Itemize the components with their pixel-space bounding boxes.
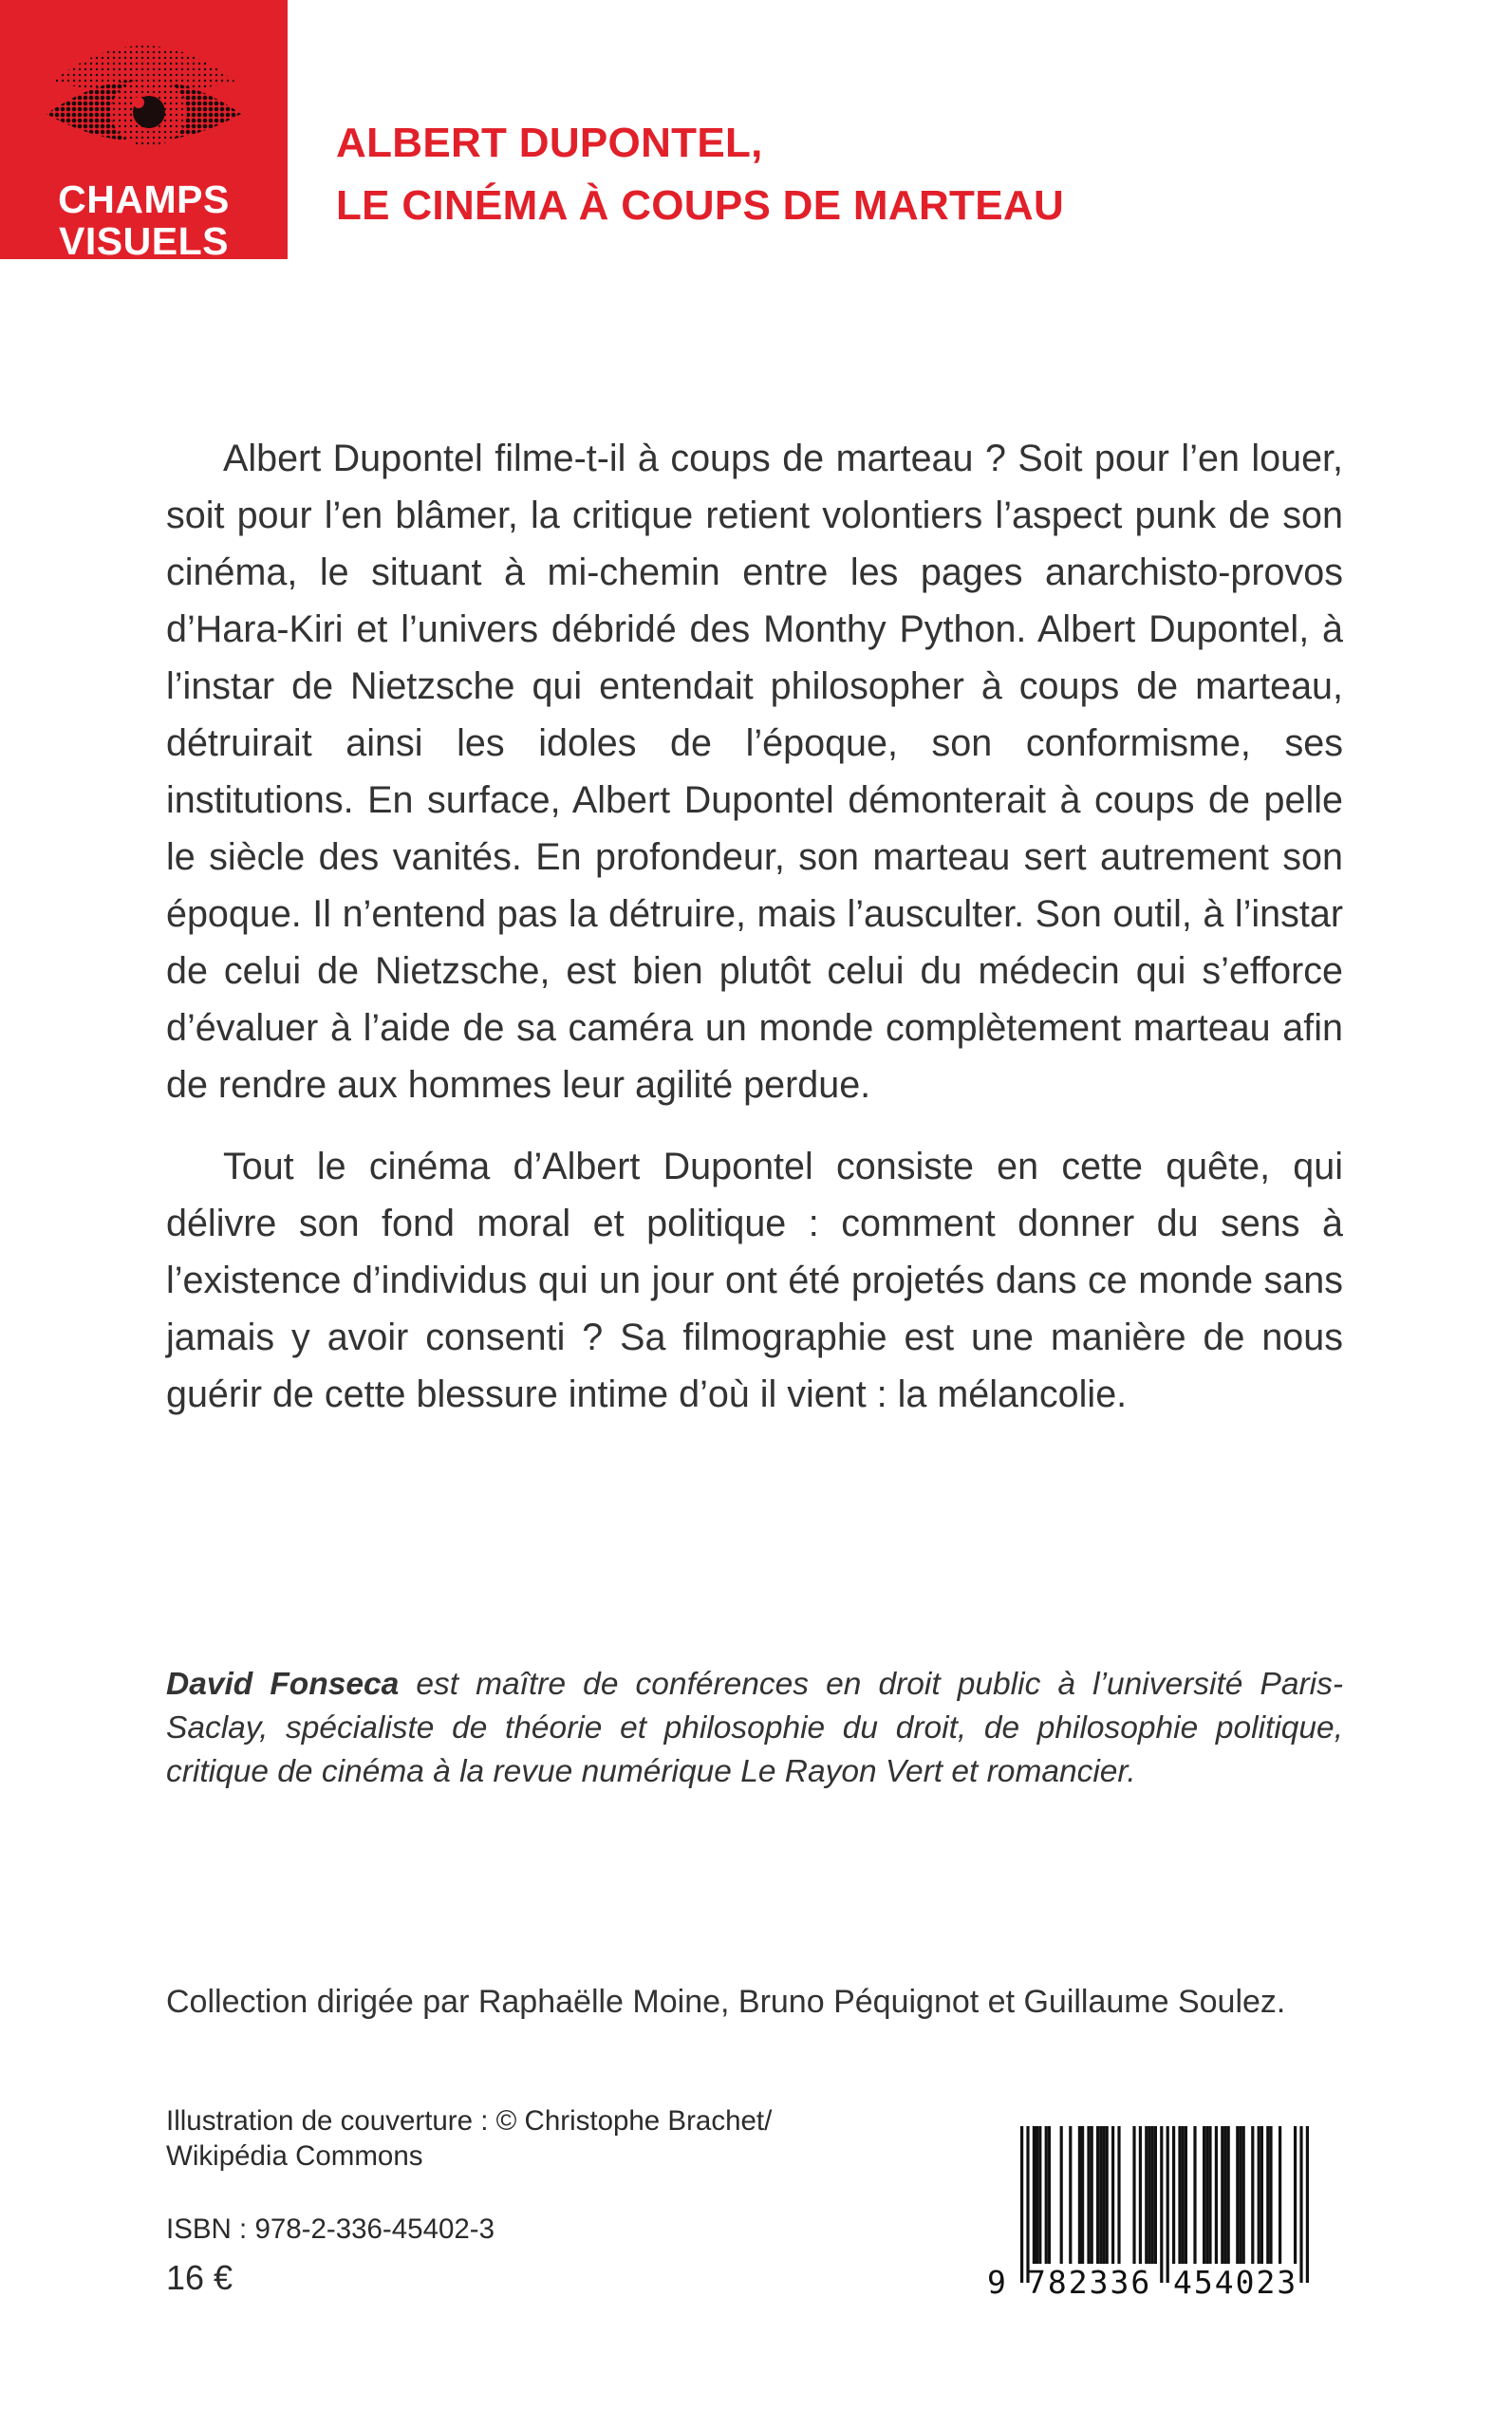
barcode-bar bbox=[1151, 2126, 1154, 2264]
barcode-bar bbox=[1069, 2126, 1072, 2264]
barcode-bar bbox=[1205, 2126, 1208, 2264]
barcode-bar bbox=[1227, 2126, 1230, 2264]
collection-directors: Collection dirigée par Raphaëlle Moine, Bruno Péquignot et Guillaume Soulez. bbox=[166, 1984, 1286, 2020]
barcode-bar bbox=[1223, 2126, 1226, 2264]
barcode-bar bbox=[1178, 2126, 1181, 2264]
credits-line-1: Illustration de couverture : © Christophe Brachet/ bbox=[166, 2105, 773, 2137]
barcode-bar bbox=[1242, 2126, 1245, 2264]
barcode-bar bbox=[1236, 2126, 1239, 2264]
barcode-bar bbox=[1033, 2126, 1036, 2264]
summary-paragraph-1: Albert Dupontel filme-t-il à coups de marteau ? Soit pour l’en louer, soit pour l’en blâmer, la critique retient volontiers l’aspect punk de son cinéma, le situant à mi-chemin entre les pages anarchisto-provos d’Hara-Kiri et l’univers débridé des Monthy Python. Albert Dupontel, à l’instar de Nietzsche qui entendait philosopher à coups de marteau, détruirait ainsi les idoles de l’époque, son conformisme, ses institutions. En surface, Albert Dupontel démonterait à coups de pelle le siècle des vanités. En profondeur, son marteau sert autrement son époque. Il n’entend pas la détruire, mais l’ausculter. Son outil, à l’instar de celui de Nietzsche, est bien plutôt celui du médecin qui s’efforce d’évaluer à l’aide de sa caméra un monde complètement marteau afin de rendre aux hommes leur agilité perdue. bbox=[166, 438, 1343, 1106]
barcode-bar bbox=[1208, 2126, 1211, 2264]
barcode-bar bbox=[1036, 2126, 1038, 2264]
title-line-2: LE CINÉMA À COUPS DE MARTEAU bbox=[336, 182, 1065, 229]
isbn: ISBN : 978-2-336-45402-3 bbox=[166, 2213, 495, 2245]
barcode-guard-bar bbox=[1026, 2126, 1029, 2283]
barcode-bar bbox=[1132, 2126, 1135, 2264]
logo-line-1: CHAMPS bbox=[58, 177, 230, 221]
barcode-bar bbox=[1111, 2126, 1114, 2264]
barcode-bar bbox=[1185, 2126, 1187, 2264]
cover-credits bbox=[166, 2103, 772, 2174]
barcode-guard-bar bbox=[1306, 2126, 1309, 2283]
barcode-bar bbox=[1048, 2126, 1051, 2264]
barcode-bar bbox=[1117, 2126, 1120, 2264]
barcode-first-digit: 9 bbox=[987, 2264, 1008, 2301]
barcode-guard-bar bbox=[1160, 2126, 1163, 2283]
barcode-bar bbox=[1266, 2126, 1269, 2264]
summary-paragraph-2: Tout le cinéma d’Albert Dupontel consiste en cette quête, qui délivre son fond moral et politique : comment donner du sens à l’existence d’individus qui un jour ont été projetés dans ce monde sans jamais y avoir consenti ? Sa filmographie est une manière de nous guérir de cette blessure intime d’où il vient : la mélancolie. bbox=[166, 1146, 1343, 1415]
book-title bbox=[336, 112, 1064, 237]
barcode-guard-bar bbox=[1299, 2126, 1302, 2283]
barcode-right-group: 454023 bbox=[1173, 2264, 1298, 2301]
eye-icon bbox=[43, 27, 245, 169]
credits-line-2: Wikipédia Commons bbox=[166, 2140, 423, 2172]
barcode-bar bbox=[1251, 2126, 1254, 2264]
barcode-bar bbox=[1099, 2126, 1102, 2264]
title-line-1: ALBERT DUPONTEL, bbox=[336, 120, 763, 166]
barcode-bar bbox=[1172, 2126, 1175, 2264]
barcode-bar bbox=[1221, 2126, 1223, 2264]
author-bio bbox=[166, 1663, 1343, 1794]
logo-line-2: VISUELS bbox=[59, 219, 229, 259]
barcode-bar bbox=[1203, 2126, 1205, 2264]
barcode-bar bbox=[1106, 2126, 1109, 2264]
barcode-bar bbox=[1148, 2126, 1150, 2264]
barcode-bar bbox=[1294, 2126, 1297, 2264]
barcode-bar bbox=[1260, 2126, 1263, 2264]
barcode-guard-bar bbox=[1020, 2126, 1023, 2283]
barcode-bar bbox=[1279, 2126, 1281, 2264]
barcode-bar bbox=[1096, 2126, 1099, 2264]
barcode-bar bbox=[1269, 2126, 1272, 2264]
barcode-bar bbox=[1102, 2126, 1105, 2264]
barcode-bar bbox=[1239, 2126, 1241, 2264]
barcode-bar bbox=[1154, 2126, 1157, 2264]
barcode-left-group: 782336 bbox=[1027, 2264, 1152, 2301]
barcode-bar bbox=[1215, 2126, 1218, 2264]
author-bio-text: est maître de conférences en droit public à l’université Paris-Saclay, spécialiste de théorie et philosophie du droit, de philosophie politique, critique de cinéma à la revue numérique Le Rayon Vert et romancier. bbox=[166, 1667, 1343, 1789]
champs-visuels-logo bbox=[0, 0, 288, 259]
barcode-bar bbox=[1078, 2126, 1081, 2264]
barcode-bar bbox=[1258, 2126, 1260, 2264]
barcode-bar bbox=[1087, 2126, 1090, 2264]
barcode-bar bbox=[1045, 2126, 1048, 2264]
barcode-guard-bar bbox=[1167, 2126, 1169, 2283]
barcode-bar bbox=[1038, 2126, 1041, 2264]
barcode-bar bbox=[1193, 2126, 1196, 2264]
barcode-bar bbox=[1091, 2126, 1093, 2264]
barcode-bar bbox=[1145, 2126, 1148, 2264]
price: 16 € bbox=[166, 2258, 233, 2297]
barcode-bar bbox=[1081, 2126, 1084, 2264]
author-name: David Fonseca bbox=[166, 1667, 400, 1702]
barcode-bar bbox=[1060, 2126, 1063, 2264]
summary bbox=[166, 430, 1343, 1423]
barcode-bar bbox=[1139, 2126, 1142, 2264]
barcode-bar bbox=[1182, 2126, 1185, 2264]
